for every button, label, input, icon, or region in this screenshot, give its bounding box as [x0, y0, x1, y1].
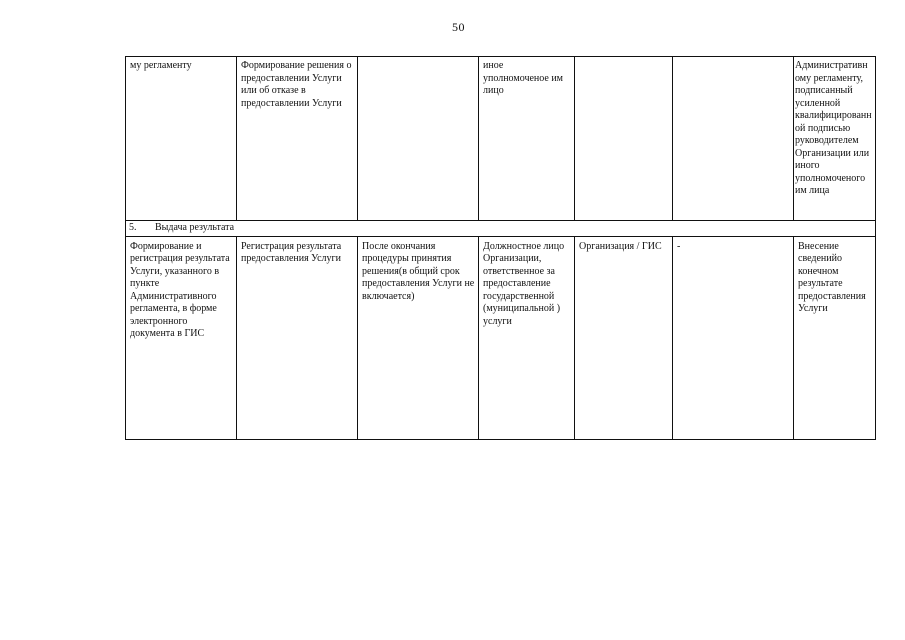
table-cell — [575, 57, 673, 221]
table-row-continued — [126, 57, 876, 221]
table-cell: - — [673, 236, 794, 439]
section-title: Выдача результата — [155, 222, 235, 233]
table-cell: Внесение сведенийо конечном результате предоставления Услуги — [794, 236, 876, 439]
table-cell: му регламенту — [126, 57, 237, 221]
table-section-row — [126, 221, 876, 237]
procedure-table-container — [125, 56, 875, 440]
table-cell: Регистрация результата предоставления Услуги — [237, 236, 358, 439]
table-row — [126, 236, 876, 439]
section-number: 5. — [129, 222, 137, 233]
page-number: 50 — [452, 20, 465, 34]
table-cell: Административному регламенту, подписанный усиленной квалифицированной подписью руководителем Организации или иного уполномоченого им лица — [794, 57, 876, 221]
table-cell — [358, 57, 479, 221]
table-cell: Формирование решения о предоставлении Услуги или об отказе в предоставлении Услуги — [237, 57, 358, 221]
table-cell — [673, 57, 794, 221]
procedure-table — [125, 56, 876, 440]
table-cell: иное уполномоченое им лицо — [479, 57, 575, 221]
table-cell: Формирование и регистрация результата Услуги, указанного в пункте Административного регламента, в форме электронного документа в ГИС — [126, 236, 237, 439]
section-header-cell — [126, 221, 876, 237]
table-cell: Организация / ГИС — [575, 236, 673, 439]
table-cell: Должностное лицо Организации, ответственное за предоставление государственной (муниципальной ) услуги — [479, 236, 575, 439]
table-cell: После окончания процедуры принятия решения(в общий срок предоставления Услуги не включается) — [358, 236, 479, 439]
